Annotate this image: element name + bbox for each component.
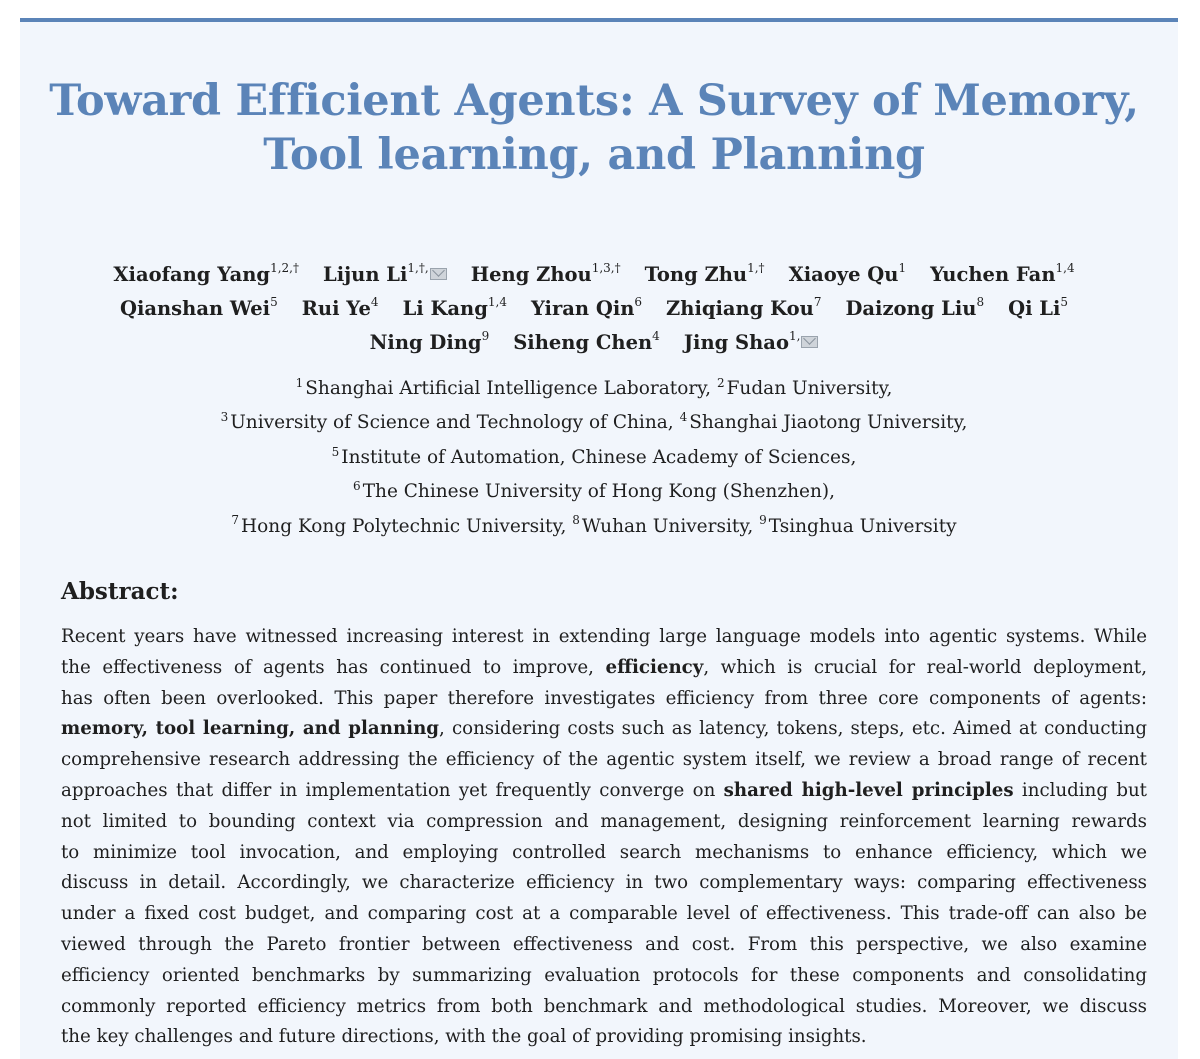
author-affiliation-marks: 1,†, (407, 260, 429, 275)
author-affiliation-marks: 4 (652, 328, 660, 343)
mail-icon (430, 268, 447, 280)
author (789, 258, 907, 292)
author (513, 326, 660, 360)
author-name: Li Kang (402, 297, 488, 320)
abstract-text: efficiency oriented benchmarks by summarizing evaluation protocols for these components and consolidating (61, 964, 1147, 986)
author (323, 258, 447, 292)
abstract-text: not limited to bounding context via compression and management, designing reinforcement learning rewards (61, 810, 1147, 832)
affiliation-name: The Chinese University of Hong Kong (Shenzhen), (362, 481, 835, 503)
author-name: Jing Shao (683, 331, 789, 354)
author-affiliation-marks: 6 (634, 294, 643, 309)
author-affiliation-marks: 1,3,† (591, 260, 621, 275)
author-name: Qi Li (1008, 297, 1061, 320)
affiliation-name: Wuhan University, (581, 515, 760, 537)
abstract-text: approaches that differ in implementation yet frequently converge on (61, 779, 724, 801)
affiliation-name: Shanghai Artificial Intelligence Laboratory, (305, 378, 717, 399)
title-line-2: Tool learning, and Planning (263, 130, 925, 180)
author-name: Yuchen Fan (930, 263, 1056, 286)
author (471, 258, 621, 292)
abstract-text: under a fixed cost budget, and comparing cost at a comparable level of effectiveness. This trade-off can also be (61, 903, 1147, 925)
author (645, 258, 765, 292)
abstract-line (61, 930, 1147, 961)
author (666, 292, 821, 326)
abstract-text: commonly reported efficiency metrics from both benchmark and methodological studies. Moreover, we discuss (61, 995, 1147, 1017)
author-name: Yiran Qin (530, 297, 635, 320)
affiliation-number: 6 (353, 479, 361, 494)
affiliation-name: University of Science and Technology of China, (230, 412, 680, 434)
author-name: Rui Ye (301, 297, 371, 320)
affiliation-number: 7 (231, 513, 240, 528)
abstract-text: Recent years have witnessed increasing interest in extending large language models into agentic systems. While (61, 626, 1147, 647)
abstract-line (61, 807, 1147, 838)
abstract-text: including but (1013, 779, 1147, 801)
author-name: Xiaofang Yang (113, 263, 271, 286)
author-affiliation-marks: 1,2,† (270, 260, 299, 275)
abstract-emphasis: memory, tool learning, and planning (61, 718, 440, 740)
affiliation-line (20, 372, 1168, 406)
author-name: Daizong Liu (845, 297, 977, 320)
abstract-text: to minimize tool invocation, and employing controlled search mechanisms to enhance efficiency, which we (61, 841, 1147, 863)
author-name: Ning Ding (369, 331, 482, 354)
author (370, 326, 490, 360)
affiliation-name: Hong Kong Polytechnic University, (241, 515, 573, 537)
author-affiliation-marks: 1, (788, 328, 801, 343)
abstract-line (61, 684, 1147, 715)
author-list (20, 258, 1168, 360)
affiliation-number: 9 (759, 513, 767, 528)
affiliation-line (20, 510, 1168, 544)
abstract-text: has often been overlooked. This paper therefore investigates efficiency from three core components of agents: (61, 687, 1147, 709)
affiliation-name: Fudan University, (726, 378, 893, 399)
title-line-1: Toward Efficient Agents: A Survey of Memory, (49, 76, 1139, 126)
author-name: Siheng Chen (513, 331, 653, 354)
author-name: Lijun Li (322, 263, 408, 286)
affiliation-number: 4 (679, 410, 688, 425)
affiliation-name: Shanghai Jiaotong University, (689, 412, 968, 434)
affiliation-number: 5 (331, 444, 340, 459)
affiliation-number: 3 (220, 410, 229, 425)
abstract-heading: Abstract: (61, 578, 179, 605)
abstract-line (61, 622, 1147, 653)
author-line (20, 292, 1168, 326)
abstract-line (61, 653, 1147, 684)
author (684, 326, 819, 360)
abstract-line (61, 714, 1147, 745)
author-affiliation-marks: 1,4 (487, 294, 507, 309)
author-line (20, 258, 1168, 292)
abstract-text: discuss in detail. Accordingly, we characterize efficiency in two complementary ways: comparing effectiveness (61, 872, 1147, 894)
author (531, 292, 642, 326)
abstract-line (61, 776, 1147, 807)
abstract-text: , which is crucial for real-world deployment, (703, 656, 1148, 678)
author (403, 292, 507, 326)
affiliation-name: Institute of Automation, Chinese Academy of Sciences, (341, 446, 857, 468)
abstract-text: the effectiveness of agents has continued to improve, (61, 656, 606, 678)
paper-title (20, 74, 1168, 182)
abstract-text: viewed through the Pareto frontier between effectiveness and cost. From this perspective, we also examine (61, 933, 1147, 955)
abstract-text: comprehensive research addressing the efficiency of the agentic system itself, we review a broad range of recent (61, 749, 1147, 771)
abstract-line (61, 868, 1147, 899)
author-name: Zhiqiang Kou (666, 297, 814, 320)
author-name: Tong Zhu (644, 263, 748, 286)
abstract-text: , considering costs such as latency, tokens, steps, etc. Aimed at conducting (439, 718, 1147, 740)
author-name: Xiaoye Qu (788, 263, 899, 286)
abstract-line (61, 1022, 1147, 1053)
author-affiliation-marks: 8 (976, 294, 985, 309)
author (302, 292, 379, 326)
abstract-line (61, 992, 1147, 1023)
author-affiliation-marks: 5 (1060, 294, 1069, 309)
author-name: Qianshan Wei (119, 297, 271, 320)
abstract-body (61, 622, 1147, 1053)
abstract-line (61, 961, 1147, 992)
mail-icon (801, 336, 818, 348)
abstract-text: the key challenges and future directions, with the goal of providing promising insights. (61, 1026, 867, 1048)
author-affiliation-marks: 7 (813, 294, 822, 309)
affiliation-number: 8 (572, 513, 580, 528)
abstract-line (61, 745, 1147, 776)
affiliation-line (20, 475, 1168, 509)
author (930, 258, 1075, 292)
abstract-line (61, 899, 1147, 930)
affiliation-line (20, 441, 1168, 475)
affiliation-line (20, 406, 1168, 440)
affiliation-list (20, 372, 1168, 544)
author (120, 292, 278, 326)
author-affiliation-marks: 4 (370, 294, 379, 309)
paper-page (20, 18, 1178, 1059)
author-affiliation-marks: 1,4 (1055, 260, 1075, 275)
author-name: Heng Zhou (470, 263, 592, 286)
author (846, 292, 985, 326)
author-affiliation-marks: 1,† (747, 260, 765, 275)
author (113, 258, 299, 292)
abstract-line (61, 838, 1147, 869)
author-affiliation-marks: 9 (481, 328, 490, 343)
abstract-emphasis: shared high-level principles (723, 779, 1014, 801)
author (1008, 292, 1068, 326)
affiliation-number: 1 (295, 375, 304, 390)
abstract-emphasis: efficiency (605, 656, 704, 678)
author-affiliation-marks: 5 (270, 294, 278, 309)
author-line (20, 326, 1168, 360)
author-affiliation-marks: 1 (898, 260, 907, 275)
affiliation-name: Tsinghua University (768, 515, 957, 537)
affiliation-number: 2 (716, 375, 725, 390)
